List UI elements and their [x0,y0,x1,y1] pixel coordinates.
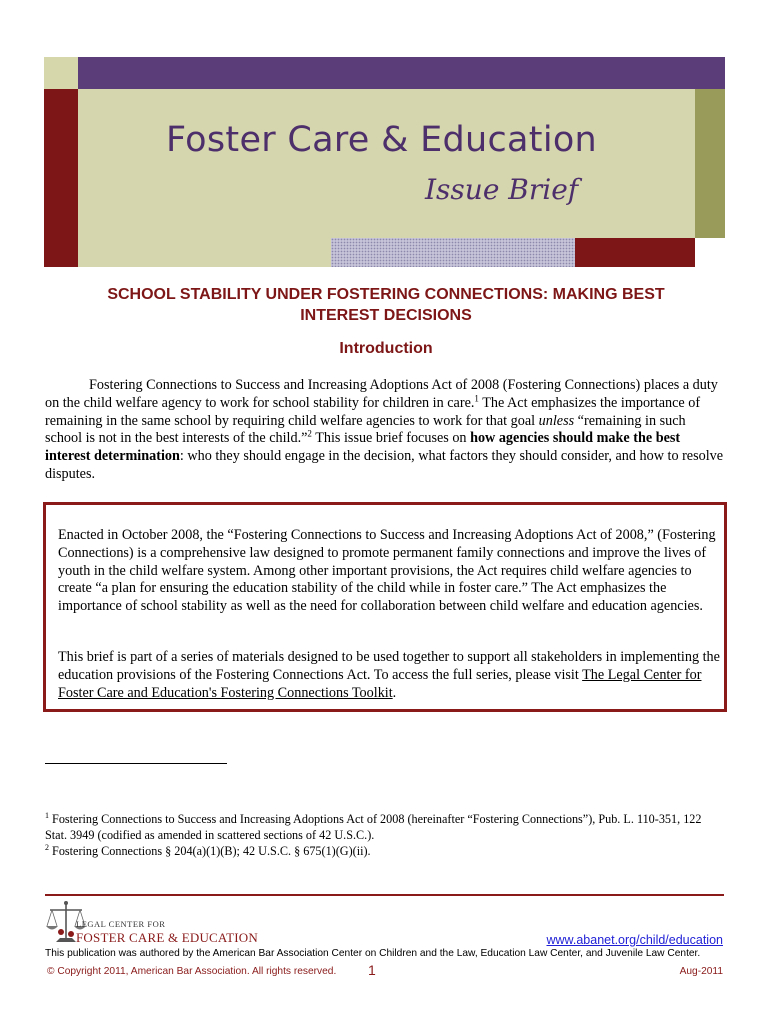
copyright-text: © Copyright 2011, American Bar Association. All rights reserved. [47,966,337,977]
summary-paragraph-1: Enacted in October 2008, the “Fostering Connections to Success and Increasing Adoptions Act of 2008,” (Fostering Connections) is a comprehensive law designed to promote permanent family connections and improve the lives of youth in the child welfare system. Among other important provisions, the Act requires child welfare agencies to create “a plan for ensuring the education stability of the child while in foster care.” The Act emphasizes the importance of school stability as well as the need for collaboration between child welfare and education agencies. [58,527,716,615]
logo-text-top: LEGAL CENTER FOR [76,919,166,929]
footer-divider [45,894,724,896]
banner-block-khaki [78,238,331,267]
banner-block-purple [78,57,725,89]
banner-block-dotted [331,238,575,267]
publication-date: Aug-2011 [679,966,723,977]
document-heading-line2: INTEREST DECISIONS [300,307,472,324]
footnotes [45,812,725,859]
banner-subtitle: Issue Brief [425,173,579,206]
section-heading-introduction: Introduction [339,340,433,357]
footnote-2: $^2$ Fostering Connections § 204(a)(1)(B); 42 U.S.C. § 675(1)(G)(ii). [45,842,371,858]
footnote-separator [45,763,227,764]
footnote-ref-1[interactable]: 1 [474,393,479,404]
banner-block-olive [695,89,725,238]
document-heading [50,284,722,326]
banner-block-green [44,57,78,89]
banner-title-background [78,89,695,238]
page-number: 1 [368,962,376,978]
footnote-1: $^1$ Fostering Connections to Success and Increasing Adoptions Act of 2008 (hereinafter “Fostering Connections”), Pub. L. 110-351, 122 Stat. 3949 (codified as amended in scattered sections of 42 U.S.C.). [45,810,702,842]
authorship-note: This publication was authored by the American Bar Association Center on Children and the Law, Education Law Center, and Juvenile Law Center. [45,948,701,959]
intro-paragraph: Fostering Connections to Success and Increasing Adoptions Act of 2008 (Fostering Connections) places a duty on the child welfare agency to work for school stability for children in care.$^1$ The Act emphasizes the importance of remaining in the same school by requiring child welfare agencies to work for that goal unless “remaining in such school is not in the best interests of the child.”$^2$ This issue brief focuses on how agencies should make the best interest determination: who they should engage in the decision, what factors they should consider, and how to resolve disputes. [45,377,724,482]
summary-paragraph-2: This brief is part of a series of materials designed to be used together to support all stakeholders in implementing the education provisions of the Fostering Connections Act. To access the full series, please visit The Legal Center for Foster Care and Education's Fostering Connections Toolkit. [58,649,720,701]
banner-block-red [44,89,78,267]
toolkit-link[interactable]: The Legal Center for Foster Care and Education's Fostering Connections Toolkit [58,666,702,701]
summary-box [43,502,727,712]
document-heading-line1: SCHOOL STABILITY UNDER FOSTERING CONNECTIONS: MAKING BEST [107,286,665,303]
banner-title: Foster Care & Education [166,120,598,160]
banner-block-darkred [575,238,695,267]
website-link[interactable]: www.abanet.org/child/education [546,933,723,947]
logo-text-bottom: FOSTER CARE & EDUCATION [76,930,258,945]
footnote-ref-2[interactable]: 2 [307,428,312,439]
